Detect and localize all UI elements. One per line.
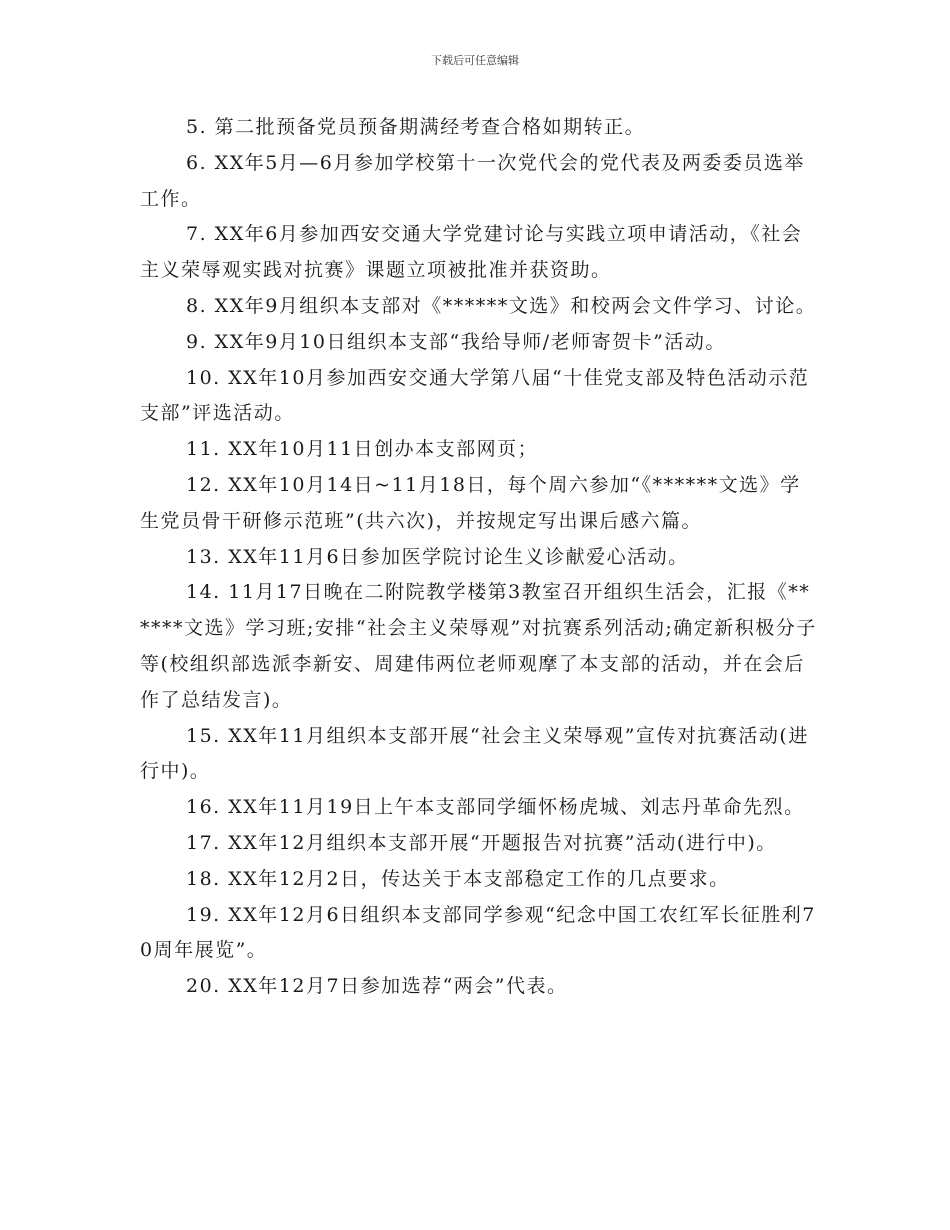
page-header-note: 下载后可任意编辑 (431, 54, 519, 67)
list-item: 19. XX年12月6日组织本支部同学参观“纪念中国工农红军长征胜利70周年展览”。 (140, 903, 816, 962)
list-item: 8. XX年9月组织本支部对《******文选》和校两会文件学习、讨论。 (186, 294, 817, 317)
list-item: 11. XX年10月11日创办本支部网页； (186, 438, 539, 461)
document-body (140, 110, 820, 1005)
list-item: 20. XX年12月7日参加选荐“两会”代表。 (186, 975, 568, 998)
list-item: 6. XX年5月—6月参加学校第十一次党代会的党代表及两委委员选举工作。 (140, 151, 805, 210)
list-item: 15. XX年11月组织本支部开展“社会主义荣辱观”宣传对抗赛活动(进行中)。 (140, 724, 809, 783)
list-item: 14. 11月17日晚在二附院教学楼第3教室召开组织生活会，汇报《******文选》学习班;安排“社会主义荣辱观”对抗赛系列活动;确定新积极分子等(校组织部选派李新安、周建伟两位老师观摩了本支部的活动，并在会后作了总结发言)。 (140, 581, 817, 711)
list-item: 13. XX年11月6日参加医学院讨论生义诊献爱心活动。 (186, 545, 689, 568)
list-item: 16. XX年11月19日上午本支部同学缅怀杨虎城、刘志丹革命先烈。 (186, 796, 805, 819)
list-item: 9. XX年9月10日组织本支部“我给导师/老师寄贺卡”活动。 (186, 330, 726, 353)
list-item: 18. XX年12月2日，传达关于本支部稳定工作的几点要求。 (186, 867, 730, 890)
list-item: 12. XX年10月14日~11月18日，每个周六参加“《******文选》学生党员骨干研修示范班”(共六次)，并按规定写出课后感六篇。 (140, 473, 801, 532)
list-item: 5. 第二批预备党员预备期满经考查合格如期转正。 (186, 116, 646, 138)
list-item: 7. XX年6月参加西安交通大学党建讨论与实践立项申请活动，《社会主义荣辱观实践对抗赛》课题立项被批准并获资助。 (140, 223, 803, 282)
list-item: 10. XX年10月参加西安交通大学第八届“十佳党支部及特色活动示范支部”评选活动。 (140, 366, 810, 425)
list-item: 17. XX年12月组织本支部开展“开题报告对抗赛”活动(进行中)。 (186, 831, 777, 854)
